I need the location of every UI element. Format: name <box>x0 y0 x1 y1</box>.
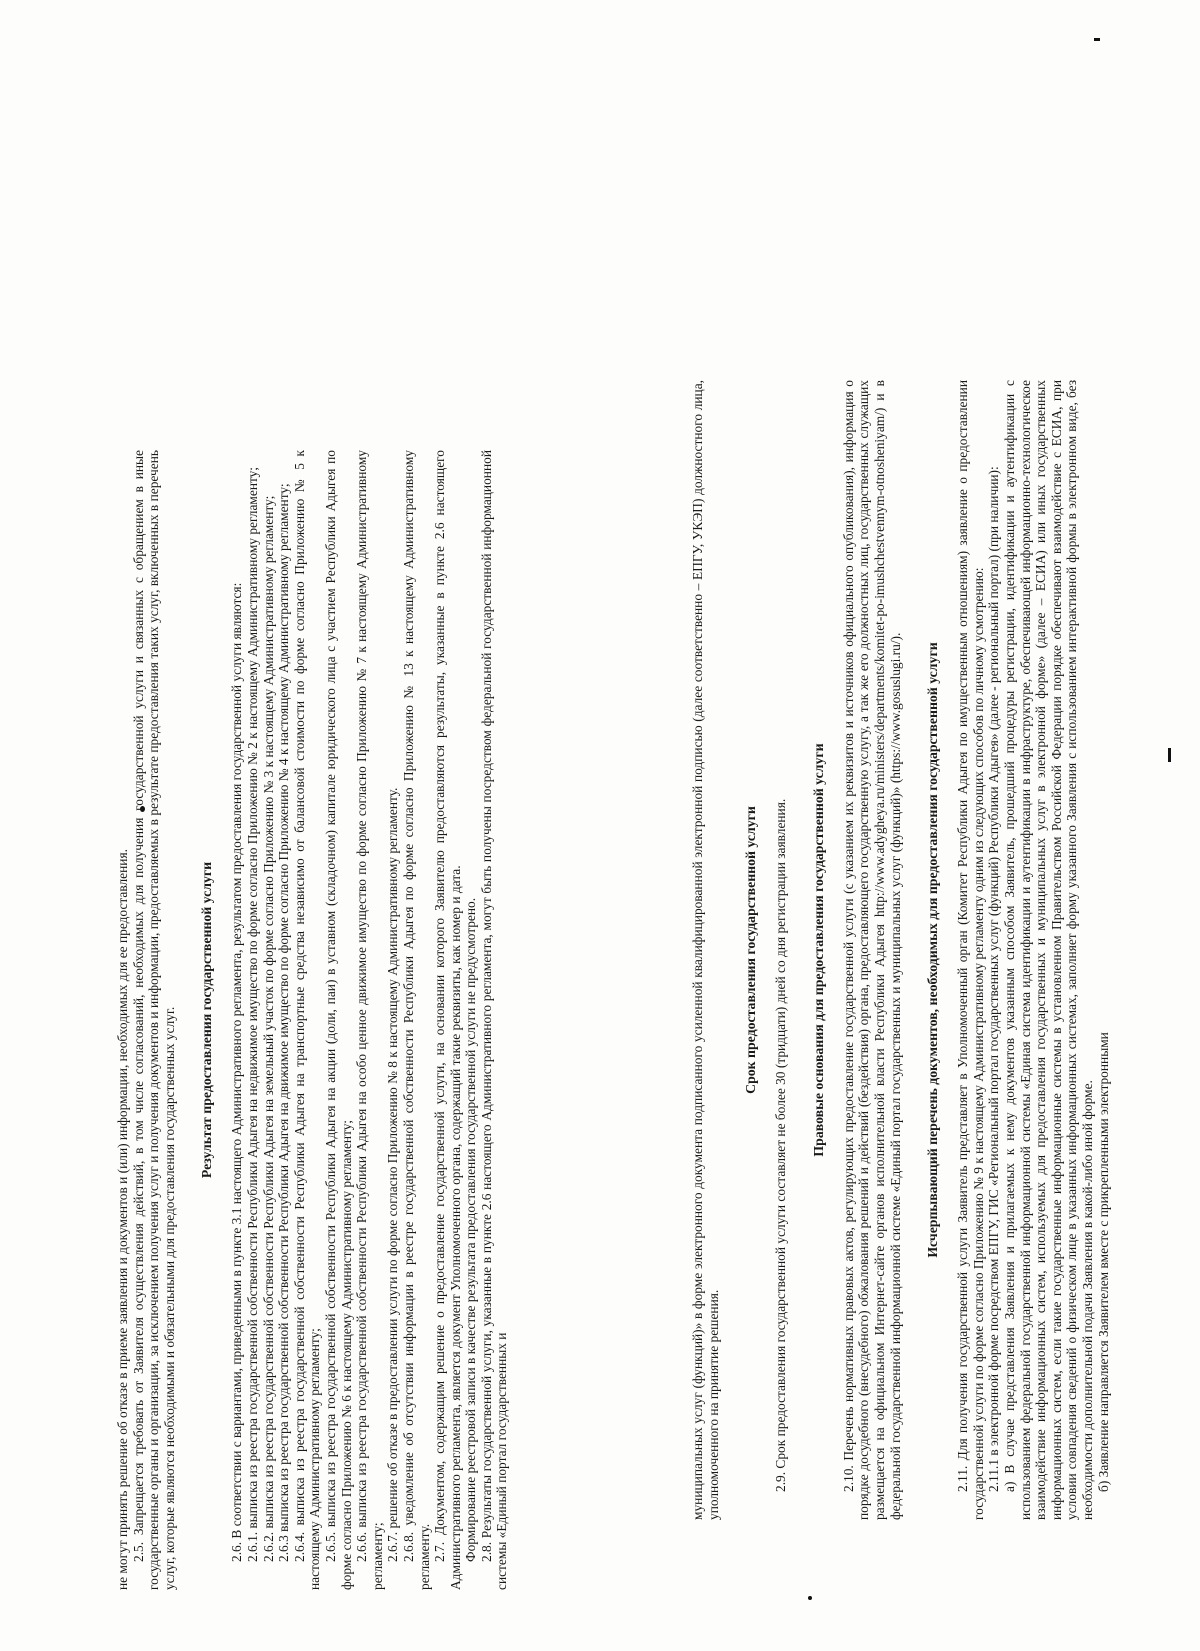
paragraph: 2.6.7. решение об отказе в предоставлении услуги по форме согласно Приложению № 8 к настоящему Административному регламенту. <box>385 787 401 1562</box>
paragraph: 2.11.1 в электронной форме посредством ЕПГУ, ГИС «Региональный портал государственных услуг (функций) Республики Адыгея» (далее - региональный портал) (при наличии): <box>986 466 1002 1492</box>
paragraph: 2.9. Срок предоставления государственной услуги составляет не более 30 (тридцати) дней со дня регистрации заявления. <box>773 798 789 1492</box>
paragraph: 2.6.8. уведомление об отсутствии информации в реестре государственной собственности Республики Адыгея по форме согласно Приложению № 13 к настоящему Административному регламенту. <box>400 450 432 1590</box>
paragraph: 2.10. Перечень нормативных правовых актов, регулирующих предоставление государственной услуги (с указанием их реквизитов и источников официального опубликования), информация о порядке досудебного (внесудебного) обжалования решений и действий (бездействия) органа, предоставляющего государственную услугу, а так же его должностных лиц, государственных служащих размещается на официальном Интернет-сайте органов исполнительной власти Республики Адыгея http://www.adygheya.ru/ministers/departments/komitet-po-imushchestvennym-otnosheniyam/) и в федеральной государственной информационной системе «Единый портал государственных и муниципальных услуг (функций)» (https://www.gosuslugi.ru/). <box>840 380 903 1520</box>
paragraph: 2.6.5. выписка из реестра государственной собственности Республики Адыгея на акции (доли, паи) в уставном (складочном) капитале юридического лица с участием Республики Адыгея по форме согласно Приложению № 6 к настоящему Административному регламенту; <box>322 450 354 1590</box>
paragraph: б) Заявление направляется Заявителем вместе с прикрепленными электронными <box>1095 1032 1111 1492</box>
scan-speck <box>808 1596 812 1600</box>
section-heading: Результат предоставления государственной услуги <box>199 861 215 1179</box>
paragraph: 2.6.4. выписка из реестра государственной собственности Республики Адыгея на транспортные средства независимо от балансовой стоимости по форме согласно Приложению № 5 к настоящему Административному регламенту; <box>291 450 323 1590</box>
paragraph: Формирование реестровой записи в качестве результата предоставления государственной услуги не предусмотрено. <box>463 897 479 1562</box>
paragraph: 2.6. В соответствии с вариантами, приведенными в пункте 3.1 настоящего Административного регламента, результатом предоставления государственной услуги являются: <box>229 582 245 1562</box>
paragraph: муниципальных услуг (функций)» в форме электронного документа подписанного усиленной квалифицированной электронной подписью (далее соответственно – ЕПГУ, УКЭП) должностного лица, уполномоченного на принятие решения. <box>690 380 721 1520</box>
paragraph: 2.7. Документом, содержащим решение о предоставление государственной услуги, на основании которого Заявителю предоставляются результаты, указанные в пункте 2.6 настоящего Административного регламента, является документ Уполномоченного органа, содержащий такие реквизиты, как номер и дата. <box>432 450 463 1590</box>
right-text-column <box>690 380 1111 1520</box>
paragraph: 2.5. Запрещается требовать от Заявителя осуществления действий, в том числе согласований, необходимых для получения государственной услуги и связанных с обращением в иные государственные органы и организации, за исключением получения услуг и получения документов и информации, предоставляемых в результате предоставления таких услуг, включенных в перечень услуг, которые являются необходимыми и обязательными для предоставления государственных услуг. <box>130 450 177 1590</box>
paragraph: а) В случае представления Заявления и прилагаемых к нему документов указанным способом Заявитель, прошедший процедуры регистрации, идентификации и аутентификации с использованием федеральной государственной информационной системы «Единая система идентификации и аутентификации в инфраструктуре, обеспечивающей информационно-технологическое взаимодействие информационных систем, используемых для предоставления государственных и муниципальных услуг в электронной форме» (далее – ЕСИА) или иных государственных информационных систем, если такие государственные информационные системы в установленном Правительством Российской Федерации порядке обеспечивают взаимодействие с ЕСИА, при условии совпадения сведений о физическом лице в указанных информационных системах, заполняет форму указанного Заявления с использованием интерактивной формы в электронном виде, без необходимости дополнительной подачи Заявления в какой-либо иной форме. <box>1001 380 1095 1520</box>
section-heading: Правовые основания для предоставления государственной услуги <box>810 743 826 1157</box>
scan-speck <box>1094 38 1100 41</box>
paragraph: 2.11. Для получения государственной услуги Заявитель представляет в Уполномоченный орган (Комитет Республики Адыгея по имущественным отношениям) заявление о предоставлении государственной услуги по форме согласно Приложению № 9 к настоящему Административному регламенту одним из следующих способов по личному усмотрению: <box>955 380 986 1520</box>
paragraph: 2.6.2. выписка из реестра государственной собственности Республики Адыгея на земельный участок по форме согласно Приложению № 3 к настоящему Административному регламенту; <box>260 495 276 1562</box>
paragraph: 2.6.1. выписка из реестра государственной собственности Республики Адыгея на недвижимое имущество по форме согласно Приложению № 2 к настоящему Административному регламенту; <box>244 467 260 1562</box>
section-heading: Срок предоставления государственной услуги <box>743 806 759 1094</box>
scan-speck <box>1168 748 1171 762</box>
paragraph: не могут принять решение об отказе в приеме заявления и документов и (или) информации, необходимых для ее предоставления. <box>115 849 130 1590</box>
paragraph: 2.6.3 выписка из реестра государственной собственности Республики Адыгея на движимое имущество по форме согласно Приложению № 4 к настоящему Административному регламенту; <box>276 483 292 1562</box>
paragraph: 2.6.6. выписка из реестра государственной собственности Республики Адыгея на особо ценное движимое имущество по форме согласно Приложению № 7 к настоящему Административному регламенту; <box>354 450 385 1590</box>
left-text-column <box>115 450 510 1590</box>
section-heading: Исчерпывающий перечень документов, необходимых для предоставления государственной услуги <box>925 642 941 1258</box>
paragraph: 2.8. Результаты государственной услуги, указанные в пункте 2.6 настоящего Административного регламента, могут быть получены посредством федеральной государственной информационной системы «Единый портал государственных и <box>478 450 510 1590</box>
